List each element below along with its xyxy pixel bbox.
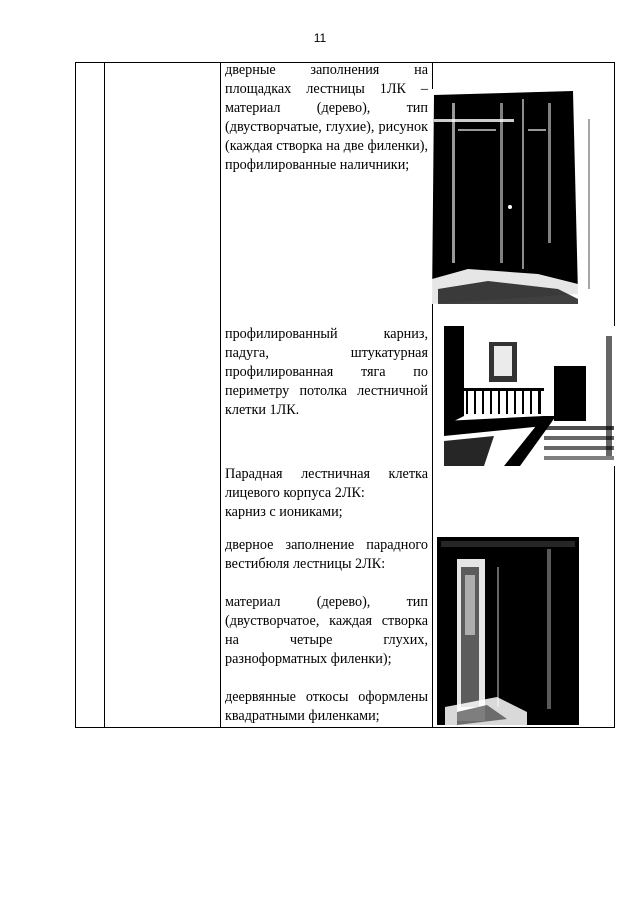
row-2-text: профилированный карниз, падуга, штукатурная профилированная тяга по периметру потолка лестничной клетки 1ЛК.	[225, 326, 428, 418]
row-3-text: Парадная лестничная клетка лицевого корпуса 2ЛК:	[225, 466, 428, 501]
row-4-text-3: деервянные откосы оформлены квадратными филенками;	[225, 689, 428, 724]
column-divider	[220, 63, 221, 727]
door-photo	[428, 89, 604, 304]
row-4-text-cell	[225, 536, 428, 726]
vestibule-door-photo	[437, 537, 579, 725]
row-3-text-cell	[225, 465, 428, 522]
row-1-text-cell	[225, 61, 428, 175]
row-4-text-2: материал (дерево), тип (двустворчатое, каждая створка на четыре глухих, разноформатных филенки);	[225, 594, 428, 667]
page-number: 11	[313, 31, 327, 45]
row-2-text-cell	[225, 325, 428, 420]
row-1-text: дверные заполнения на площадках лестницы 1ЛК – материал (дерево), тип (двустворчатые, глухие), рисунок (каждая створка на две филенки), профилированные наличники;	[225, 62, 428, 173]
row-3-text-2: карниз с иониками;	[225, 504, 343, 520]
column-divider	[104, 63, 105, 727]
description-table	[75, 62, 615, 728]
row-4-text: дверное заполнение парадного вестибюля лестницы 2ЛК:	[225, 537, 428, 572]
staircase-photo	[444, 326, 616, 466]
